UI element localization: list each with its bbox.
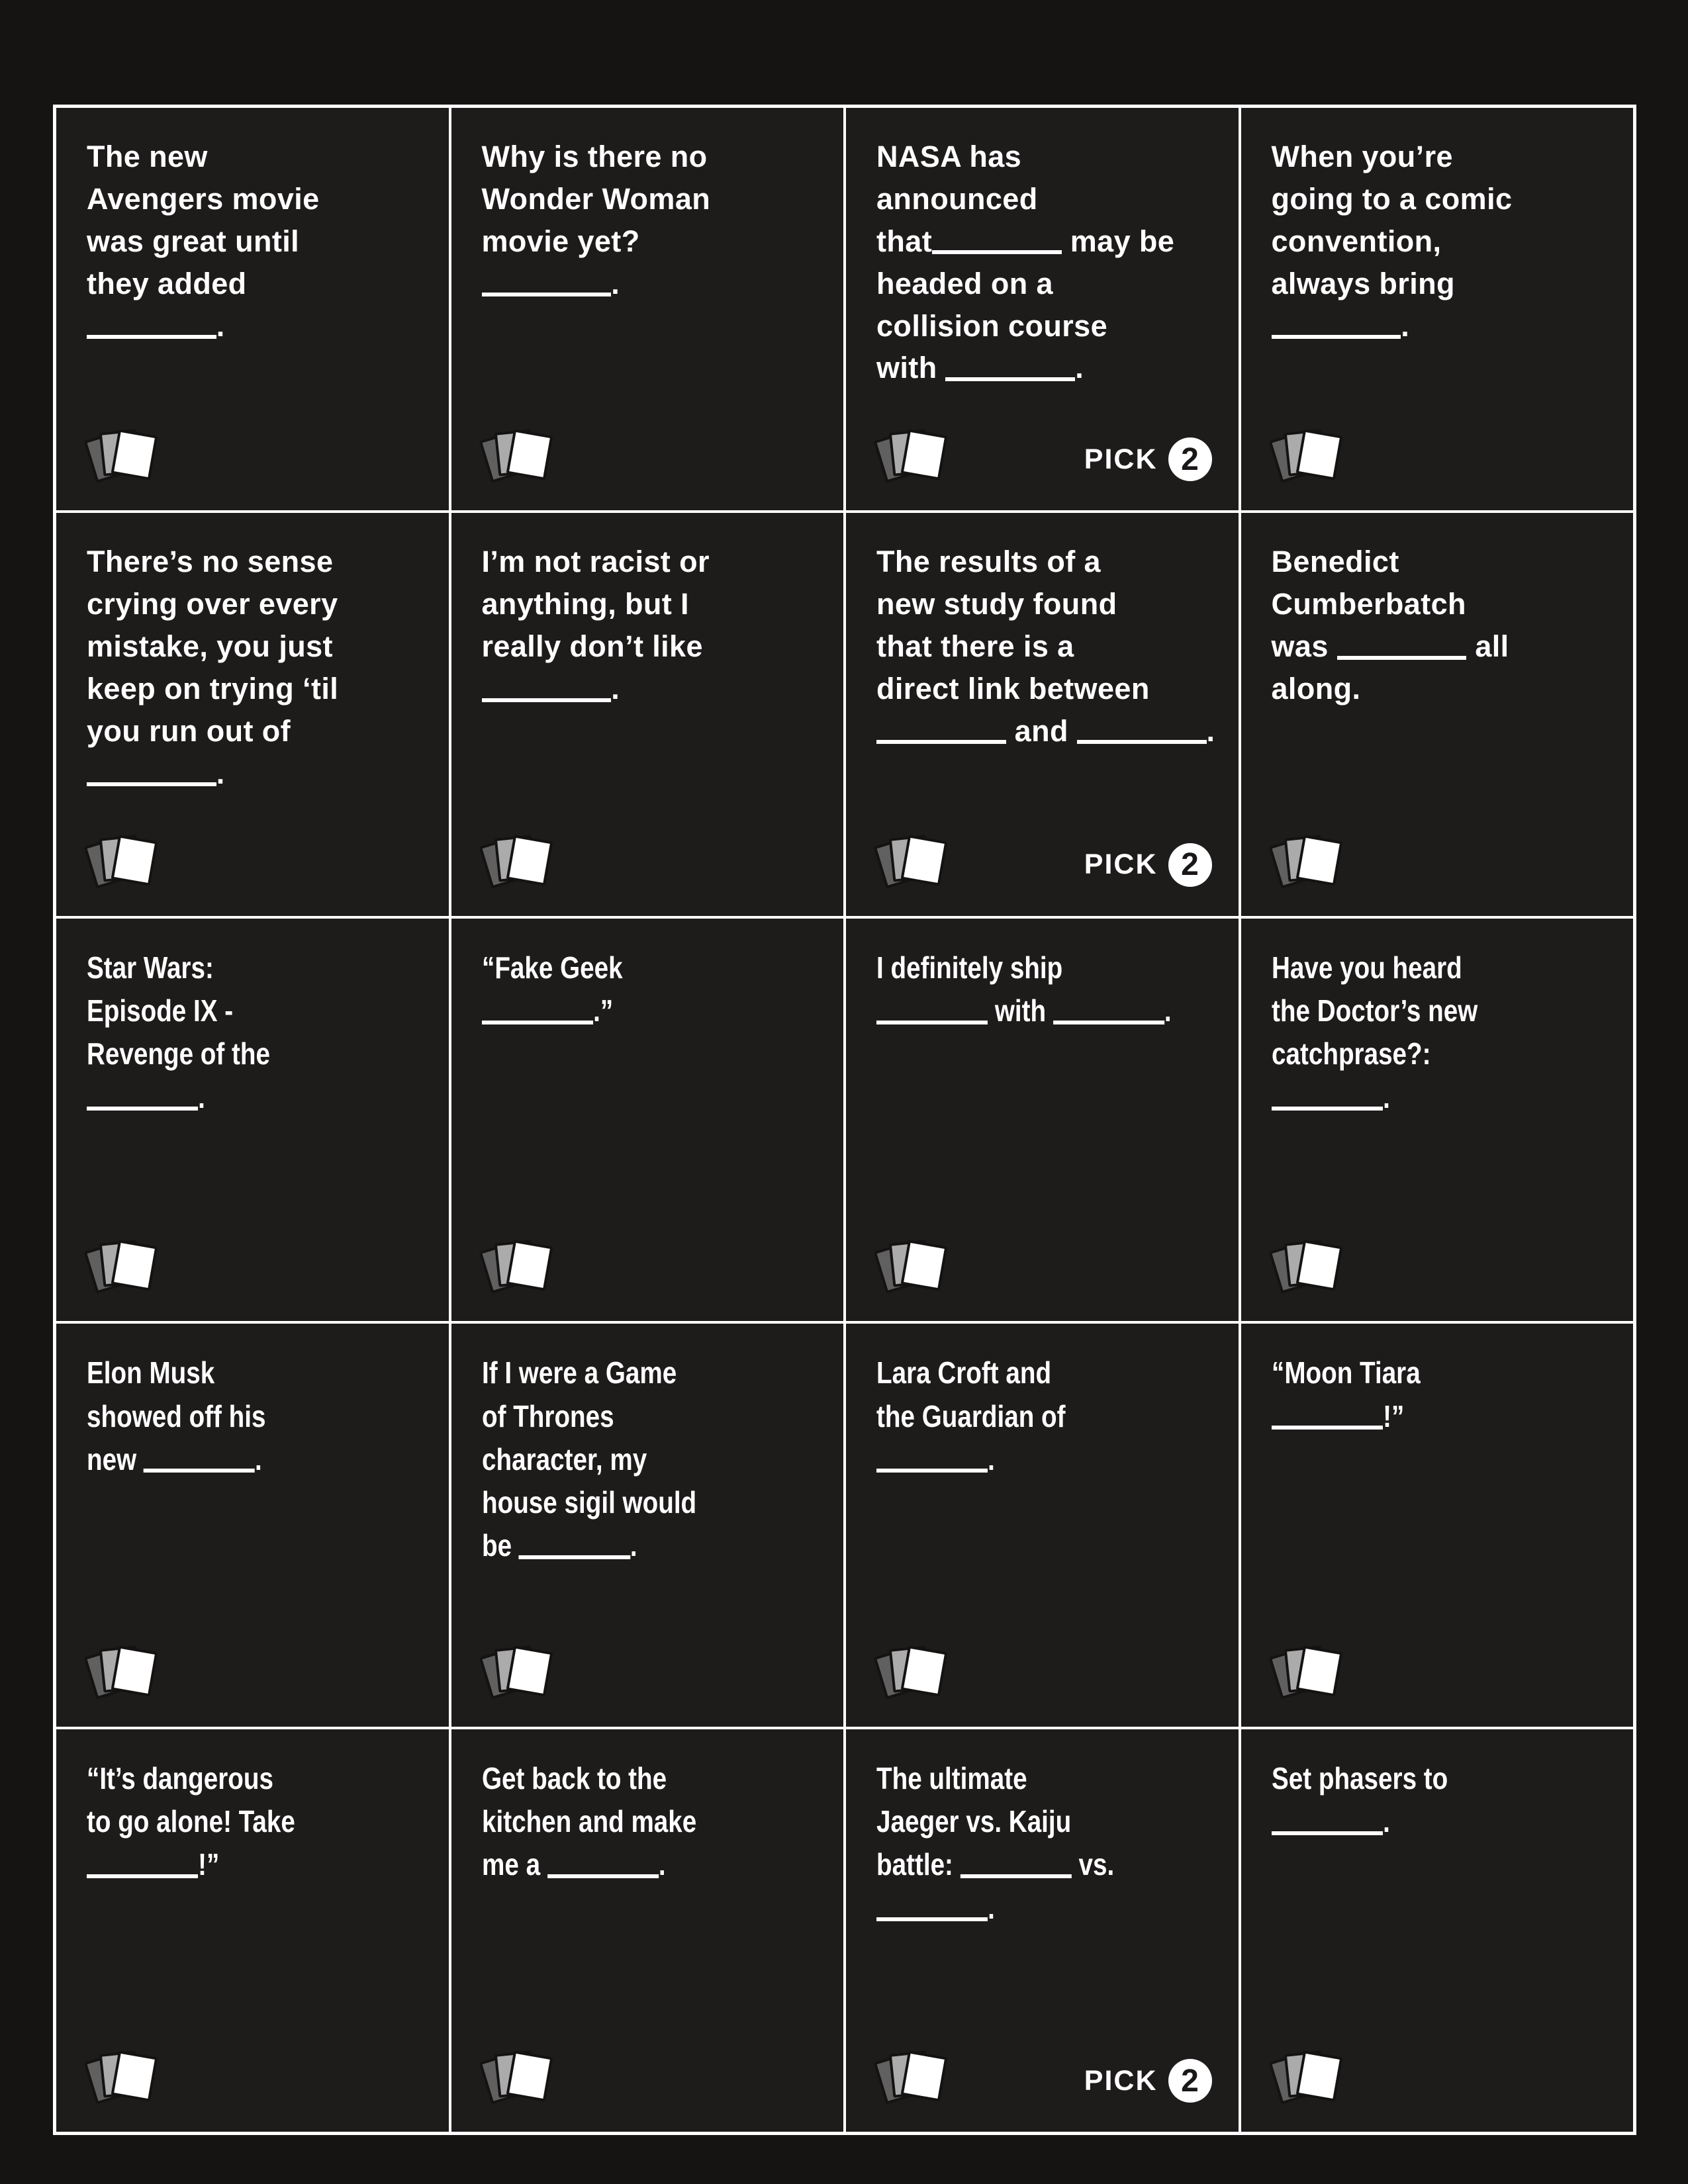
card-line: direct link between xyxy=(876,672,1150,706)
card-line: Have you heard xyxy=(1271,950,1462,985)
card-line: crying over every xyxy=(87,587,338,621)
card-text xyxy=(876,136,1212,389)
card-line: of Thrones xyxy=(481,1398,614,1433)
card-text xyxy=(87,946,368,1119)
card-footer xyxy=(876,830,1212,899)
card-line: new study found xyxy=(876,587,1117,621)
blank-underline xyxy=(1272,1399,1383,1430)
card-line: convention, xyxy=(1271,224,1442,258)
card-line: . xyxy=(876,1438,1158,1481)
card-front-shape xyxy=(506,1645,553,1696)
card-footer xyxy=(1272,830,1607,899)
card-front-shape xyxy=(111,2050,158,2101)
black-card xyxy=(56,513,449,915)
card-front-shape xyxy=(506,1240,553,1291)
card-line: anything, but I xyxy=(481,587,689,621)
card-footer xyxy=(1272,424,1607,493)
blank-underline xyxy=(144,1442,255,1473)
pick-2-badge xyxy=(1084,2059,1212,2103)
card-text xyxy=(1272,1351,1553,1438)
card-line: showed off his xyxy=(87,1398,266,1433)
pick-count: 2 xyxy=(1168,437,1212,481)
card-front-shape xyxy=(506,2050,553,2101)
card-footer xyxy=(876,1235,1212,1304)
card-front-shape xyxy=(1295,835,1342,886)
card-stack-icon xyxy=(87,2046,160,2115)
black-card xyxy=(56,919,449,1321)
blank-underline xyxy=(518,1529,630,1559)
card-line: The new xyxy=(87,140,208,173)
card-front-shape xyxy=(1295,1645,1342,1696)
blank-underline xyxy=(1272,1080,1383,1111)
card-text xyxy=(482,1351,763,1568)
card-line: movie yet? xyxy=(481,224,640,258)
card-text xyxy=(87,541,422,794)
black-card xyxy=(451,1729,844,2132)
card-line: you run out of xyxy=(87,713,291,748)
card-line: “Moon Tiara xyxy=(1271,1355,1421,1390)
card-front-shape xyxy=(901,2050,948,2101)
card-line: they added xyxy=(87,266,247,300)
card-grid xyxy=(53,105,1636,2135)
pick-label: PICK xyxy=(1084,443,1158,475)
card-line: . xyxy=(1272,305,1607,347)
blank-underline xyxy=(1272,308,1401,339)
card-front-shape xyxy=(506,430,553,480)
black-card xyxy=(846,1729,1239,2132)
card-text xyxy=(1272,136,1607,347)
card-text xyxy=(876,541,1215,752)
card-line: . xyxy=(876,1887,1158,1930)
blank-underline xyxy=(961,1847,1072,1878)
blank-underline xyxy=(1077,714,1207,745)
card-front-shape xyxy=(111,835,158,886)
blank-underline xyxy=(876,714,1006,745)
card-front-shape xyxy=(1295,1240,1342,1291)
card-line: house sigil would xyxy=(481,1485,696,1520)
card-stack-icon xyxy=(87,1235,160,1304)
card-front-shape xyxy=(1295,430,1342,480)
card-line: I definitely ship xyxy=(876,950,1063,985)
card-line: catchprase?: xyxy=(1271,1036,1431,1071)
card-line: . xyxy=(1272,1076,1553,1119)
card-line: be . xyxy=(481,1528,637,1563)
blank-underline xyxy=(876,993,988,1024)
card-stack-icon xyxy=(876,830,949,899)
card-front-shape xyxy=(901,1645,948,1696)
card-text xyxy=(876,1757,1158,1930)
card-footer xyxy=(87,424,422,493)
card-text xyxy=(482,1757,763,1887)
card-stack-icon xyxy=(1272,424,1344,493)
card-line: Cumberbatch xyxy=(1271,587,1466,621)
card-line: Avengers movie xyxy=(87,181,320,216)
pick-2-badge xyxy=(1084,843,1212,887)
card-line: really don’t like xyxy=(481,629,703,664)
card-stack-icon xyxy=(482,2046,555,2115)
card-stack-icon xyxy=(1272,830,1344,899)
card-text xyxy=(87,136,422,347)
blank-underline xyxy=(1337,629,1467,660)
card-line: going to a comic xyxy=(1271,181,1513,216)
blank-underline xyxy=(932,224,1062,255)
black-card xyxy=(451,919,844,1321)
pick-count: 2 xyxy=(1168,2059,1212,2103)
card-line: Get back to the xyxy=(481,1760,667,1796)
card-line: !” xyxy=(1272,1395,1553,1438)
card-text xyxy=(482,136,818,305)
black-card xyxy=(451,108,844,510)
card-line: mistake, you just xyxy=(87,629,333,664)
card-front-shape xyxy=(901,835,948,886)
pick-label: PICK xyxy=(1084,848,1158,881)
card-line: “It’s dangerous xyxy=(87,1760,273,1796)
card-footer xyxy=(482,424,818,493)
card-line: Wonder Woman xyxy=(481,181,711,216)
blank-underline xyxy=(876,1891,988,1921)
black-card xyxy=(1241,1324,1634,1726)
card-line: keep on trying ‘til xyxy=(87,672,339,706)
card-footer xyxy=(482,1235,818,1304)
card-stack-icon xyxy=(482,1641,555,1709)
card-text xyxy=(87,1351,368,1481)
blank-underline xyxy=(1272,1804,1383,1835)
card-stack-icon xyxy=(1272,1641,1344,1709)
card-line: collision course xyxy=(876,308,1107,343)
card-footer xyxy=(1272,1641,1607,1709)
card-footer xyxy=(876,2046,1212,2115)
card-front-shape xyxy=(1295,2050,1342,2101)
card-line: was all xyxy=(1271,629,1509,664)
card-line: !” xyxy=(87,1843,368,1886)
card-line: announced xyxy=(876,181,1038,216)
card-line: . xyxy=(482,263,818,305)
card-line: . xyxy=(87,1076,368,1119)
black-card xyxy=(1241,1729,1634,2132)
blank-underline xyxy=(87,1080,198,1111)
card-stack-icon xyxy=(482,830,555,899)
blank-underline xyxy=(547,1847,658,1878)
black-card xyxy=(1241,108,1634,510)
card-text xyxy=(1272,946,1553,1119)
card-front-shape xyxy=(901,1240,948,1291)
card-line: new . xyxy=(87,1441,262,1477)
pick-count: 2 xyxy=(1168,843,1212,887)
black-card xyxy=(56,108,449,510)
black-card xyxy=(846,919,1239,1321)
card-line: character, my xyxy=(481,1441,647,1477)
black-card xyxy=(846,513,1239,915)
card-stack-icon xyxy=(876,424,949,493)
card-line: NASA has xyxy=(876,140,1022,173)
card-line: that there is a xyxy=(876,629,1074,664)
card-line: The ultimate xyxy=(876,1760,1027,1796)
black-card xyxy=(846,1324,1239,1726)
blank-underline xyxy=(87,308,216,339)
card-line: to go alone! Take xyxy=(87,1803,295,1839)
black-card xyxy=(451,1324,844,1726)
card-line: Revenge of the xyxy=(87,1036,270,1071)
card-line: There’s no sense xyxy=(87,545,334,579)
card-footer xyxy=(1272,2046,1607,2115)
card-line: Jaeger vs. Kaiju xyxy=(876,1803,1072,1839)
card-line: . xyxy=(87,752,422,795)
card-line: me a . xyxy=(481,1847,666,1882)
card-line: Elon Musk xyxy=(87,1355,215,1390)
card-footer xyxy=(482,1641,818,1709)
pick-label: PICK xyxy=(1084,2064,1158,2097)
card-text xyxy=(482,541,818,710)
card-line: that may be xyxy=(876,224,1175,258)
card-footer xyxy=(1272,1235,1607,1304)
black-card xyxy=(1241,919,1634,1321)
card-line: “Fake Geek xyxy=(481,950,623,985)
card-line: .” xyxy=(482,989,763,1032)
card-line: Set phasers to xyxy=(1271,1760,1448,1796)
card-line: with . xyxy=(876,989,1158,1032)
card-text xyxy=(1272,1757,1553,1844)
card-text xyxy=(1272,541,1607,710)
black-card xyxy=(1241,513,1634,915)
card-line: headed on a xyxy=(876,266,1053,300)
card-text xyxy=(876,1351,1158,1481)
card-footer xyxy=(482,2046,818,2115)
blank-underline xyxy=(876,1442,988,1473)
card-line: . xyxy=(87,305,422,347)
card-line: I’m not racist or xyxy=(481,545,710,579)
card-line: When you’re xyxy=(1271,140,1453,173)
card-line: along. xyxy=(1271,672,1361,706)
blank-underline xyxy=(87,756,216,787)
card-footer xyxy=(482,830,818,899)
card-line: If I were a Game xyxy=(481,1355,677,1390)
black-card xyxy=(56,1324,449,1726)
blank-underline xyxy=(482,267,612,297)
card-stack-icon xyxy=(1272,2046,1344,2115)
card-line: always bring xyxy=(1271,266,1455,300)
card-line: Benedict xyxy=(1271,545,1399,579)
card-text xyxy=(87,1757,368,1887)
card-line: kitchen and make xyxy=(481,1803,696,1839)
card-line: and . xyxy=(876,710,1212,752)
black-card xyxy=(846,108,1239,510)
card-stack-icon xyxy=(482,424,555,493)
card-footer xyxy=(876,424,1212,493)
card-front-shape xyxy=(901,430,948,480)
card-footer xyxy=(87,1641,422,1709)
pick-2-badge xyxy=(1084,437,1212,481)
card-front-shape xyxy=(506,835,553,886)
black-card xyxy=(451,513,844,915)
card-text xyxy=(482,946,763,1033)
card-line: Star Wars: xyxy=(87,950,214,985)
card-stack-icon xyxy=(876,1641,949,1709)
card-text xyxy=(876,946,1172,1033)
card-stack-icon xyxy=(876,1235,949,1304)
blank-underline xyxy=(482,672,612,702)
card-stack-icon xyxy=(482,1235,555,1304)
card-line: the Doctor’s new xyxy=(1271,993,1477,1028)
card-footer xyxy=(876,1641,1212,1709)
card-stack-icon xyxy=(87,830,160,899)
card-front-shape xyxy=(111,1645,158,1696)
card-stack-icon xyxy=(876,2046,949,2115)
blank-underline xyxy=(482,993,593,1024)
card-line: Lara Croft and xyxy=(876,1355,1052,1390)
card-stack-icon xyxy=(87,424,160,493)
card-footer xyxy=(87,2046,422,2115)
card-line: . xyxy=(482,668,818,710)
card-line: battle: vs. xyxy=(876,1847,1115,1882)
blank-underline xyxy=(945,351,1075,381)
card-stack-icon xyxy=(1272,1235,1344,1304)
card-line: . xyxy=(1272,1800,1553,1843)
card-footer xyxy=(87,1235,422,1304)
card-line: The results of a xyxy=(876,545,1101,579)
card-line: the Guardian of xyxy=(876,1398,1066,1433)
card-line: Why is there no xyxy=(481,140,708,173)
card-front-shape xyxy=(111,430,158,480)
card-stack-icon xyxy=(87,1641,160,1709)
blank-underline xyxy=(1053,993,1164,1024)
card-line: was great until xyxy=(87,224,300,258)
card-line: Episode IX - xyxy=(87,993,234,1028)
card-line: with . xyxy=(876,351,1084,385)
black-card xyxy=(56,1729,449,2132)
card-front-shape xyxy=(111,1240,158,1291)
card-footer xyxy=(87,830,422,899)
blank-underline xyxy=(87,1847,198,1878)
